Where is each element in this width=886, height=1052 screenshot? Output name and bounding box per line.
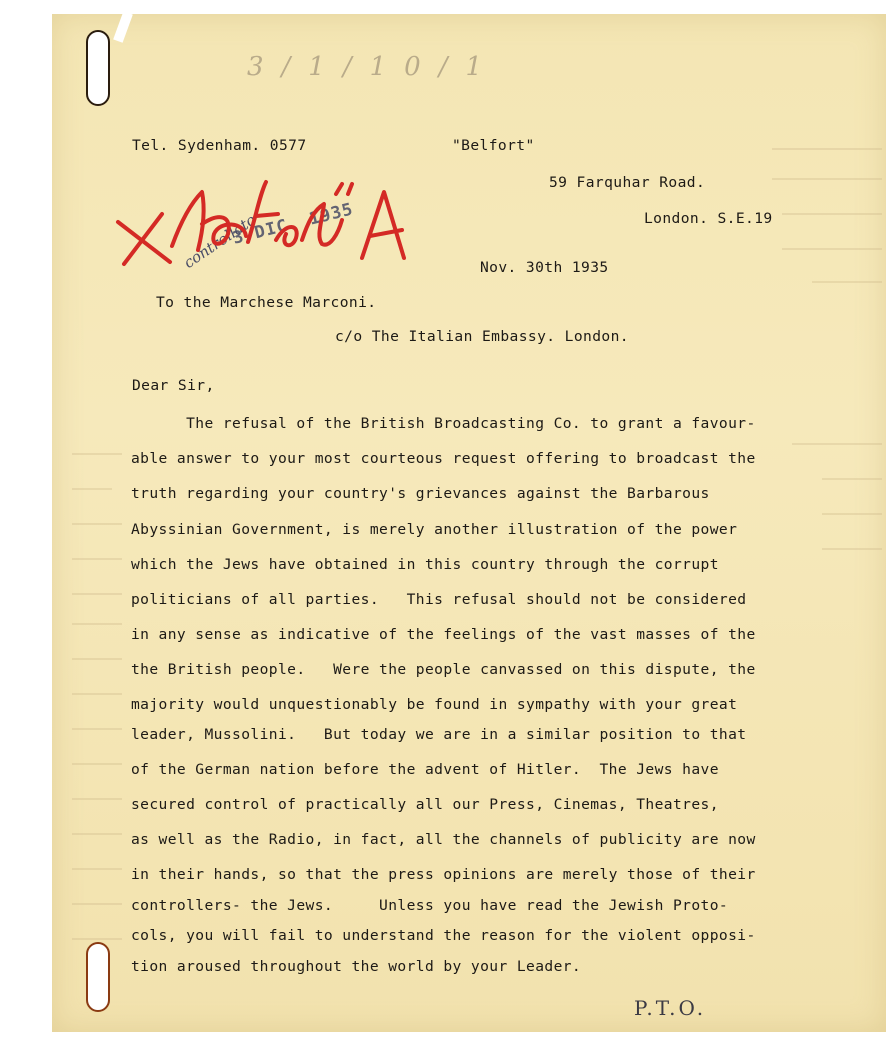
- binder-hole-top: [86, 30, 110, 106]
- addressee-line-1: To the Marchese Marconi.: [156, 294, 377, 311]
- telephone-line: Tel. Sydenham. 0577: [132, 137, 307, 154]
- body-line: of the German nation before the advent of Hitler. The Jews have: [131, 761, 719, 778]
- archive-number-handwriting: 3/1/10/1: [247, 52, 500, 82]
- stamp-date: 3 DIC. 1935: [230, 199, 356, 249]
- body-line: The refusal of the British Broadcasting Co. to grant a favour-: [131, 415, 756, 432]
- body-line: able answer to your most courteous request offering to broadcast the: [131, 450, 756, 467]
- body-line: as well as the Radio, in fact, all the channels of publicity are now: [131, 831, 756, 848]
- letter-sheet: [52, 14, 886, 1032]
- body-line: secured control of practically all our Press, Cinemas, Theatres,: [131, 796, 719, 813]
- house-name: "Belfort": [452, 137, 535, 154]
- body-line: controllers- the Jews. Unless you have read the Jewish Proto-: [131, 897, 729, 914]
- addressee-line-2: c/o The Italian Embassy. London.: [335, 328, 629, 345]
- binder-hole-bottom: [86, 942, 110, 1012]
- body-line: Abyssinian Government, is merely another illustration of the power: [131, 521, 738, 538]
- body-line: in any sense as indicative of the feelings of the vast masses of the: [131, 626, 756, 643]
- pto-handwriting: P.T.O.: [634, 996, 707, 1020]
- body-line: tion aroused throughout the world by your Leader.: [131, 958, 582, 975]
- body-line: which the Jews have obtained in this country through the corrupt: [131, 556, 719, 573]
- body-line: cols, you will fail to understand the reason for the violent opposi-: [131, 927, 756, 944]
- body-line: the British people. Were the people canvassed on this dispute, the: [131, 661, 756, 678]
- city-address: London. S.E.19: [644, 210, 773, 227]
- letter-date: Nov. 30th 1935: [480, 259, 609, 276]
- body-line: truth regarding your country's grievances against the Barbarous: [131, 485, 710, 502]
- red-pencil-mark: [110, 164, 430, 284]
- body-line: majority would unquestionably be found in sympathy with your great: [131, 696, 738, 713]
- body-line: in their hands, so that the press opinions are merely those of their: [131, 866, 756, 883]
- street-address: 59 Farquhar Road.: [549, 174, 706, 191]
- body-line: politicians of all parties. This refusal should not be considered: [131, 591, 747, 608]
- salutation: Dear Sir,: [132, 377, 215, 394]
- stamp-handwriting: controllato: [180, 210, 260, 272]
- body-line: leader, Mussolini. But today we are in a similar position to that: [131, 726, 747, 743]
